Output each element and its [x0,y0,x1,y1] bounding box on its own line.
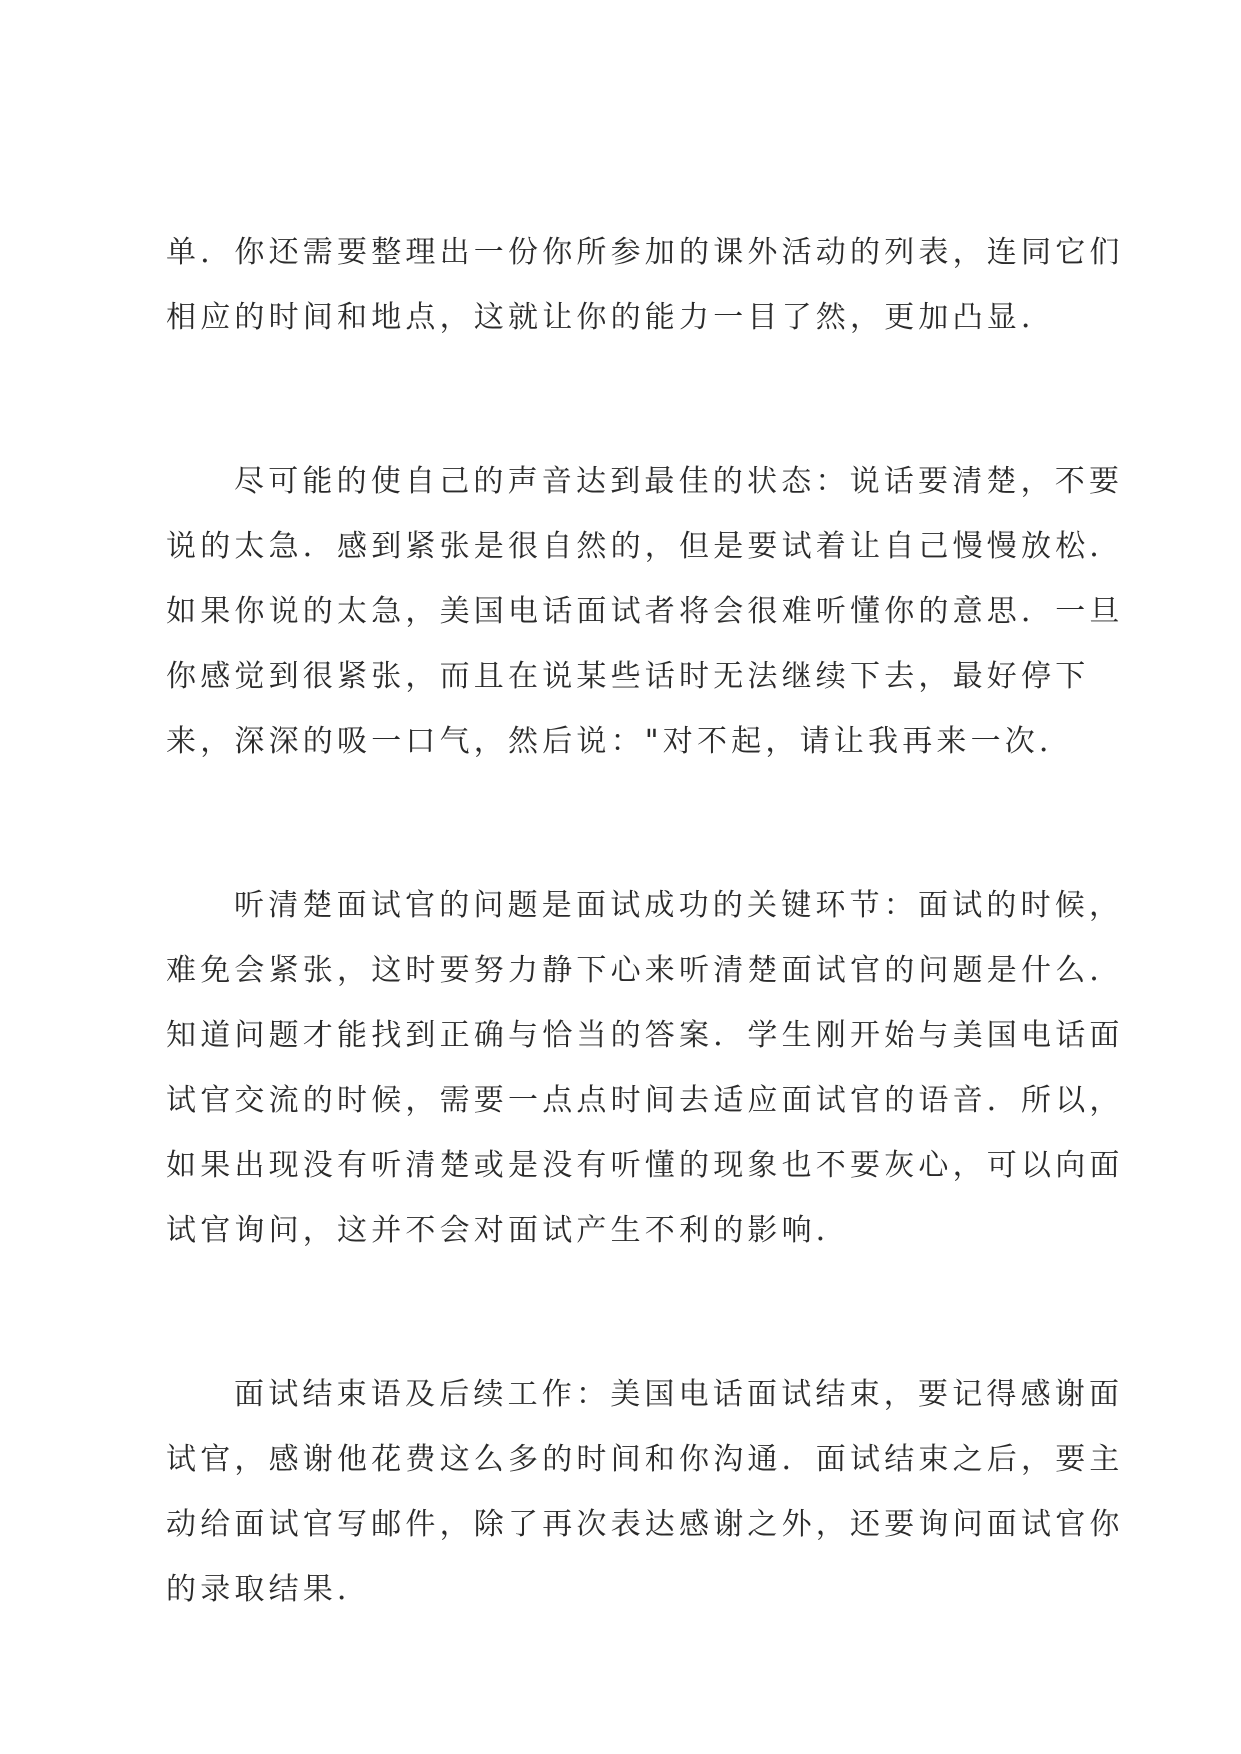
text-line: 如果出现没有听清楚或是没有听懂的现象也不要灰心，可以向面 [166,1148,1124,1183]
text-line: 来，深深的吸一口气，然后说："对不起，请让我再来一次． [166,724,1074,759]
text-line: 如果你说的太急，美国电话面试者将会很难听懂你的意思．一旦 [166,594,1124,629]
text-line: 试官询问，这并不会对面试产生不利的影响． [166,1213,850,1248]
text-line: 试官，感谢他花费这么多的时间和你沟通．面试结束之后，要主 [166,1442,1124,1477]
text-line: 相应的时间和地点，这就让你的能力一目了然，更加凸显． [166,300,1056,335]
paragraph-voice-state [166,449,1124,774]
text-line: 动给面试官写邮件，除了再次表达感谢之外，还要询问面试官你 [166,1507,1124,1542]
paragraph-extracurricular-list [166,220,1124,350]
text-line: 难免会紧张，这时要努力静下心来听清楚面试官的问题是什么． [166,953,1124,988]
text-line: 的录取结果． [166,1572,372,1607]
text-line: 试官交流的时候，需要一点点时间去适应面试官的语音．所以， [166,1083,1124,1118]
paragraph-closing-followup [166,1362,1124,1622]
text-line: 面试结束语及后续工作：美国电话面试结束，要记得感谢面 [234,1377,1124,1412]
text-line: 听清楚面试官的问题是面试成功的关键环节：面试的时候， [234,888,1124,923]
text-line: 说的太急．感到紧张是很自然的，但是要试着让自己慢慢放松． [166,529,1124,564]
text-line: 你感觉到很紧张，而且在说某些话时无法继续下去，最好停下 [166,659,1090,694]
text-line: 尽可能的使自己的声音达到最佳的状态：说话要清楚，不要 [234,464,1124,499]
paragraph-listen-carefully [166,873,1124,1263]
document-body [166,220,1124,1721]
text-line: 单．你还需要整理出一份你所参加的课外活动的列表，连同它们 [166,235,1124,270]
text-line: 知道问题才能找到正确与恰当的答案．学生刚开始与美国电话面 [166,1018,1124,1053]
